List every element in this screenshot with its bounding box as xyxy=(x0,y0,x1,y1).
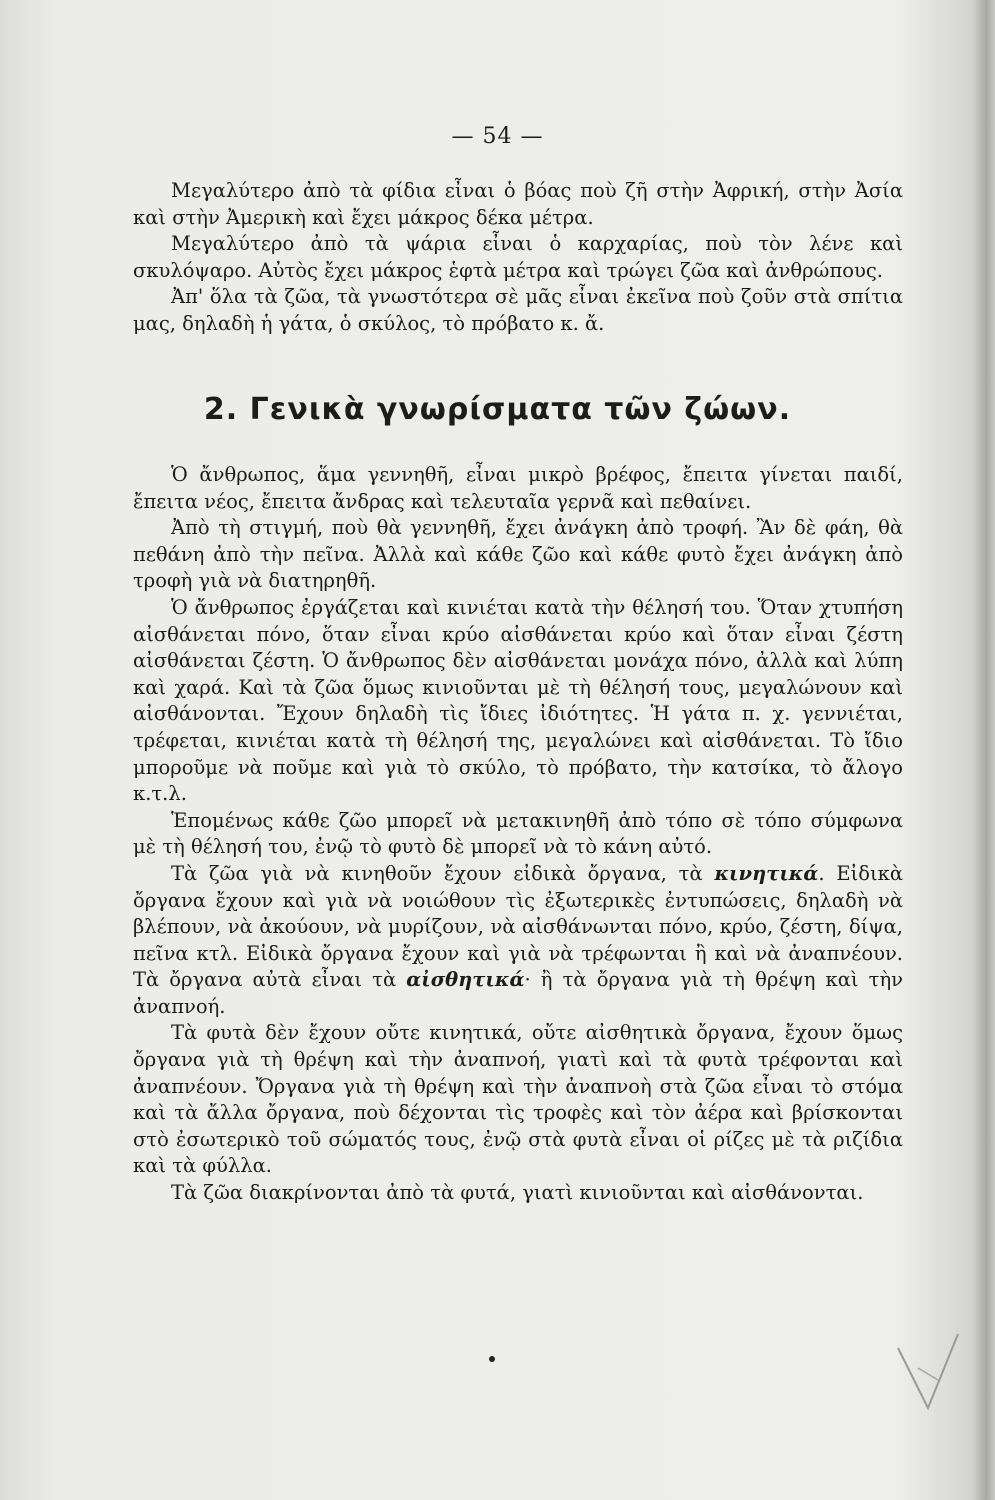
paragraph-organs xyxy=(133,861,903,1021)
ink-dot xyxy=(489,1356,495,1362)
paragraph-distinction: Τὰ ζῶα διακρίνονται ἀπὸ τὰ φυτά, γιατὶ κινιοῦνται καὶ αἰσθάνονται. xyxy=(171,1181,864,1205)
paragraph-movement: Ἑπομένως κάθε ζῶο μπορεῖ νὰ μετακινηθῆ ἀπὸ τόπο σὲ τόπο σύμφωνα μὲ τὴ θέλησή του, ἐνῷ τὸ φυτὸ δὲ μπορεῖ νὰ τὸ κάνη αὐτό. xyxy=(133,808,903,859)
paragraph-human-life: Ὁ ἄνθρωπος, ἅμα γεννηθῆ, εἶναι μικρὸ βρέφος, ἔπειτα γίνεται παιδί, ἔπειτα νέος, ἔπειτα ἄνδρας καὶ τελευταῖα γερνᾶ καὶ πεθαίνει. xyxy=(133,463,903,513)
paragraph-food-need: Ἀπὸ τὴ στιγμή, ποὺ θὰ γεννηθῆ, ἔχει ἀνάγκη ἀπὸ τροφή. Ἂν δὲ φάη, θὰ πεθάνη ἀπὸ τὴν πεῖνα. Ἀλλὰ καὶ κάθε ζῶο καὶ κάθε φυτὸ ἔχει ἀνάγκη ἀπὸ τροφὴ γιὰ νὰ διατηρηθῆ. xyxy=(133,516,903,593)
emphasis-kinetic: κινητικά xyxy=(714,861,819,885)
emphasis-sensory: αἰσθητικά xyxy=(406,968,525,992)
paragraph-organs-part-c: · ἢ τὰ ὄργανα γιὰ τὴ θρέψη καὶ τὴν ἀναπνοή. xyxy=(133,968,903,1018)
pencil-check-mark xyxy=(888,1328,978,1418)
section-heading: 2. Γενικὰ γνωρίσματα τῶν ζώων. xyxy=(203,392,792,427)
paragraph-domestic-animals: Ἀπ' ὅλα τὰ ζῶα, τὰ γνωστότερα σὲ μᾶς εἶναι ἐκεῖνα ποὺ ζοῦν στὰ σπίτια μας, δηλαδὴ ἡ γάτα, ὁ σκύλος, τὸ πρόβατο κ. ἄ. xyxy=(133,285,903,335)
page-number: — 54 — xyxy=(451,124,544,149)
paragraph-shark: Μεγαλύτερο ἀπὸ τὰ ψάρια εἶναι ὁ καρχαρίας, ποὺ τὸν λένε καὶ σκυλόψαρο. Αὐτὸς ἔχει μάκρος ἑφτὰ μέτρα καὶ τρώγει ζῶα καὶ ἀνθρώπους. xyxy=(133,232,903,282)
paragraph-plants: Τὰ φυτὰ δὲν ἔχουν οὔτε κινητικά, οὔτε αἰσθητικὰ ὄργανα, ἔχουν ὅμως ὄργανα γιὰ τὴ θρέψη καὶ τὴν ἀναπνοή, γιατὶ καὶ τὰ φυτὰ τρέφονται καὶ ἀναπνέουν. Ὄργανα γιὰ τὴ θρέψη καὶ τὴν ἀναπνοὴ στὰ ζῶα εἶναι τὸ στόμα καὶ τὰ ἄλλα ὄργανα, ποὺ δέχονται τὶς τροφὲς καὶ τὸν ἀέρα καὶ βρίσκονται στὸ ἐσωτερικὸ τοῦ σώματός τους, ἐνῷ στὰ φυτὰ εἶναι οἱ ρίζες μὲ τὰ ριζίδια καὶ τὰ φύλλα. xyxy=(133,1021,903,1178)
page-edge-shadow xyxy=(973,0,995,1500)
main-text-block xyxy=(133,462,903,1207)
paragraph-organs-part-b: . Εἰδικὰ ὄργανα ἔχουν καὶ γιὰ νὰ νοιώθουν τὶς ἐξωτερικὲς ἐντυπώσεις, δηλαδὴ νὰ βλέπουν, νὰ ἀκούουν, νὰ μυρίζουν, νὰ αἰσθάνωνται πόνο, κρύο, ζέστη, δίψα, πεῖνα κτλ. Εἰδικὰ ὄργανα ἔχουν καὶ γιὰ νὰ τρέφωνται ἢ καὶ νὰ ἀναπνέουν. Τὰ ὄργανα αὐτὰ εἶναι τὰ xyxy=(133,861,903,992)
paragraph-will-and-senses: Ὁ ἄνθρωπος ἐργάζεται καὶ κινιέται κατὰ τὴν θέλησή του. Ὅταν χτυπήση αἰσθάνεται πόνο, ὅταν εἶναι κρύο αἰσθάνεται κρύο καὶ ὅταν εἶναι ζέστη αἰσθάνεται ζέστη. Ὁ ἄνθρωπος δὲν αἰσθάνεται μονάχα πόνο, ἀλλὰ καὶ λύπη καὶ χαρά. Καὶ τὰ ζῶα ὅμως κινιοῦνται μὲ τὴ θέλησή τους, μεγαλώνουν καὶ αἰσθάνονται. Ἔχουν δηλαδὴ τὶς ἴδιες ἰδιότητες. Ἡ γάτα π. χ. γεννιέται, τρέφεται, κινιέται κατὰ τὴ θέλησή της, μεγαλώνει καὶ αἰσθάνεται. Τὸ ἴδιο μποροῦμε νὰ ποῦμε καὶ γιὰ τὸ σκύλο, τὸ πρόβατο, τὴν κατσίκα, τὸ ἄλογο κ.τ.λ. xyxy=(133,595,903,806)
paragraph-organs-part-a: Τὰ ζῶα γιὰ νὰ κινηθοῦν ἔχουν εἰδικὰ ὄργανα, τὰ xyxy=(171,861,703,885)
intro-text-block xyxy=(133,178,903,338)
paragraph-boa: Μεγαλύτερο ἀπὸ τὰ φίδια εἶναι ὁ βόας ποὺ ζῆ στὴν Ἀφρική, στὴν Ἀσία καὶ στὴν Ἀμερικὴ καὶ ἔχει μάκρος δέκα μέτρα. xyxy=(133,179,903,229)
